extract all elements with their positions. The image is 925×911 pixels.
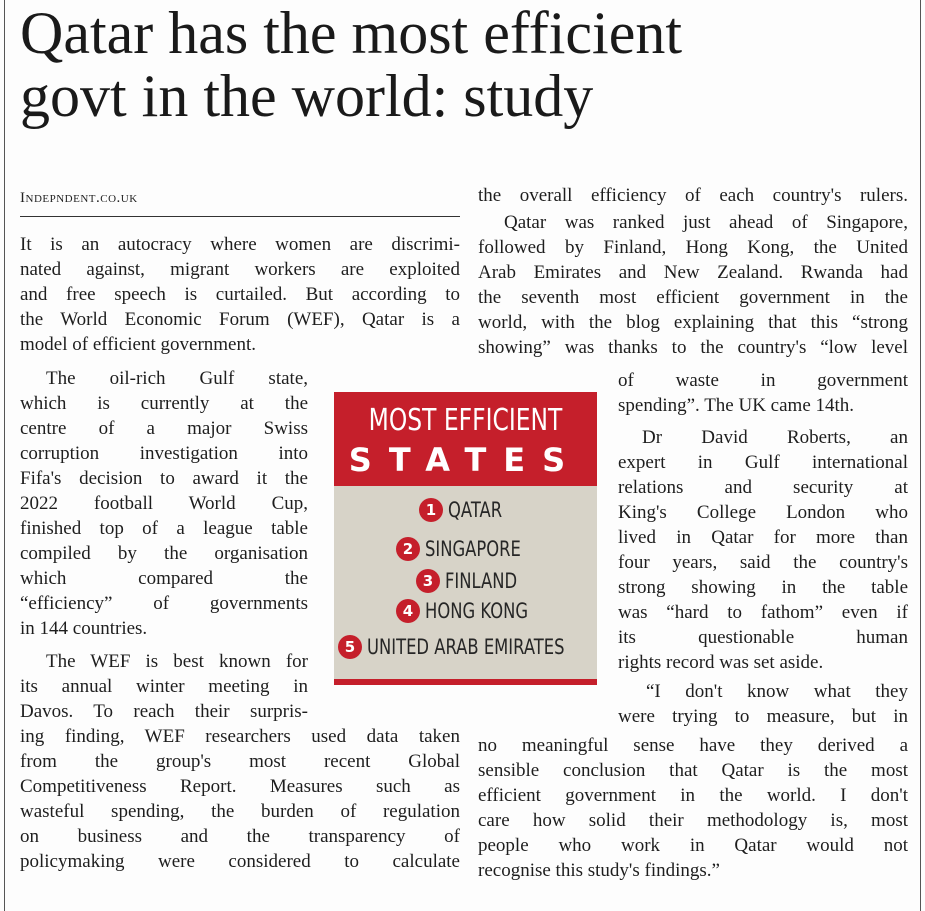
text-line: It is an autocracy where women are discrimi- xyxy=(20,234,460,255)
text-line: showing” was thanks to the country's “low level xyxy=(478,337,908,358)
text-line: rights record was set aside. xyxy=(618,652,824,673)
text-line: were trying to measure, but in xyxy=(618,706,908,727)
text-line: The oil-rich Gulf state, xyxy=(46,368,308,389)
text-line: followed by Finland, Hong Kong, the United xyxy=(478,237,908,258)
text-line: was “hard to fathom” even if xyxy=(618,602,908,623)
text-line: people who work in Qatar would not xyxy=(478,835,908,856)
text-line: Davos. To reach their surpris- xyxy=(20,701,308,722)
text-line: spending”. The UK came 14th. xyxy=(618,395,855,416)
box-bottom-bar xyxy=(334,679,597,685)
text-line: care how solid their methodology is, most xyxy=(478,810,908,831)
text-line: recognise this study's findings.” xyxy=(478,860,720,881)
text-line: King's College London who xyxy=(618,502,908,523)
text-line: model of efficient government. xyxy=(20,334,257,355)
text-line: on business and the transparency of xyxy=(20,826,460,847)
text-line: its annual winter meeting in xyxy=(20,676,308,697)
text-line: sensible conclusion that Qatar is the most xyxy=(478,760,908,781)
rank-number-badge: 3 xyxy=(416,569,440,593)
text-line: The WEF is best known for xyxy=(46,651,308,672)
most-efficient-states-box xyxy=(334,392,597,685)
text-line: no meaningful sense have they derived a xyxy=(478,735,908,756)
country-name: QATAR xyxy=(448,498,503,522)
source-credit: Indepndent.co.uk xyxy=(20,190,138,206)
rank-number-badge: 1 xyxy=(419,498,443,522)
text-line: the World Economic Forum (WEF), Qatar is a xyxy=(20,309,460,330)
text-line: policymaking were considered to calculate xyxy=(20,851,460,872)
text-line: of waste in government xyxy=(618,370,908,391)
text-line: Arab Emirates and New Zealand. Rwanda had xyxy=(478,262,908,283)
text-line: compiled by the organisation xyxy=(20,543,308,564)
text-line: strong showing in the table xyxy=(618,577,908,598)
text-line: corruption investigation into xyxy=(20,443,308,464)
text-line: “I don't know what they xyxy=(646,681,908,702)
text-line: Qatar was ranked just ahead of Singapore, xyxy=(504,212,908,233)
box-title: MOST EFFICIENT xyxy=(368,403,563,438)
country-name: HONG KONG xyxy=(425,599,529,623)
country-name: FINLAND xyxy=(445,569,518,593)
ranking-item xyxy=(416,567,537,595)
text-line: wasteful spending, the burden of regulation xyxy=(20,801,460,822)
right-border xyxy=(920,0,921,911)
text-line: in 144 countries. xyxy=(20,618,148,639)
text-line: the overall efficiency of each country's rulers. xyxy=(478,185,908,206)
text-line: finished top of a league table xyxy=(20,518,308,539)
text-line: expert in Gulf international xyxy=(618,452,908,473)
rank-number-badge: 2 xyxy=(396,537,420,561)
text-line: relations and security at xyxy=(618,477,908,498)
text-line: Fifa's decision to award it the xyxy=(20,468,308,489)
ranking-item xyxy=(396,535,548,563)
text-line: which compared the xyxy=(20,568,308,589)
text-line: its questionable human xyxy=(618,627,908,648)
ranking-item xyxy=(396,597,557,625)
country-name: UNITED ARAB EMIRATES xyxy=(367,635,565,659)
text-line: ing finding, WEF researchers used data taken xyxy=(20,726,460,747)
text-line: from the group's most recent Global xyxy=(20,751,460,772)
headline: Qatar has the most efficient govt in the world: study xyxy=(20,0,682,129)
ranking-item xyxy=(338,633,620,661)
rank-number-badge: 5 xyxy=(338,635,362,659)
ranking-item xyxy=(419,496,517,524)
box-header xyxy=(334,392,597,486)
text-line: world, with the blog explaining that this “strong xyxy=(478,312,908,333)
text-line: “efficiency” of governments xyxy=(20,593,308,614)
country-name: SINGAPORE xyxy=(425,537,521,561)
text-line: centre of a major Swiss xyxy=(20,418,308,439)
text-line: nated against, migrant workers are exploited xyxy=(20,259,460,280)
text-line: Competitiveness Report. Measures such as xyxy=(20,776,460,797)
text-line: four years, said the country's xyxy=(618,552,908,573)
source-divider xyxy=(20,216,460,217)
text-line: efficient government in the world. I don't xyxy=(478,785,908,806)
box-subtitle: STATES xyxy=(348,441,583,479)
text-line: Dr David Roberts, an xyxy=(642,427,908,448)
text-line: and free speech is curtailed. But according to xyxy=(20,284,460,305)
text-line: 2022 football World Cup, xyxy=(20,493,308,514)
text-line: lived in Qatar for more than xyxy=(618,527,908,548)
text-line: the seventh most efficient government in the xyxy=(478,287,908,308)
left-border xyxy=(4,0,5,911)
text-line: which is currently at the xyxy=(20,393,308,414)
rank-number-badge: 4 xyxy=(396,599,420,623)
